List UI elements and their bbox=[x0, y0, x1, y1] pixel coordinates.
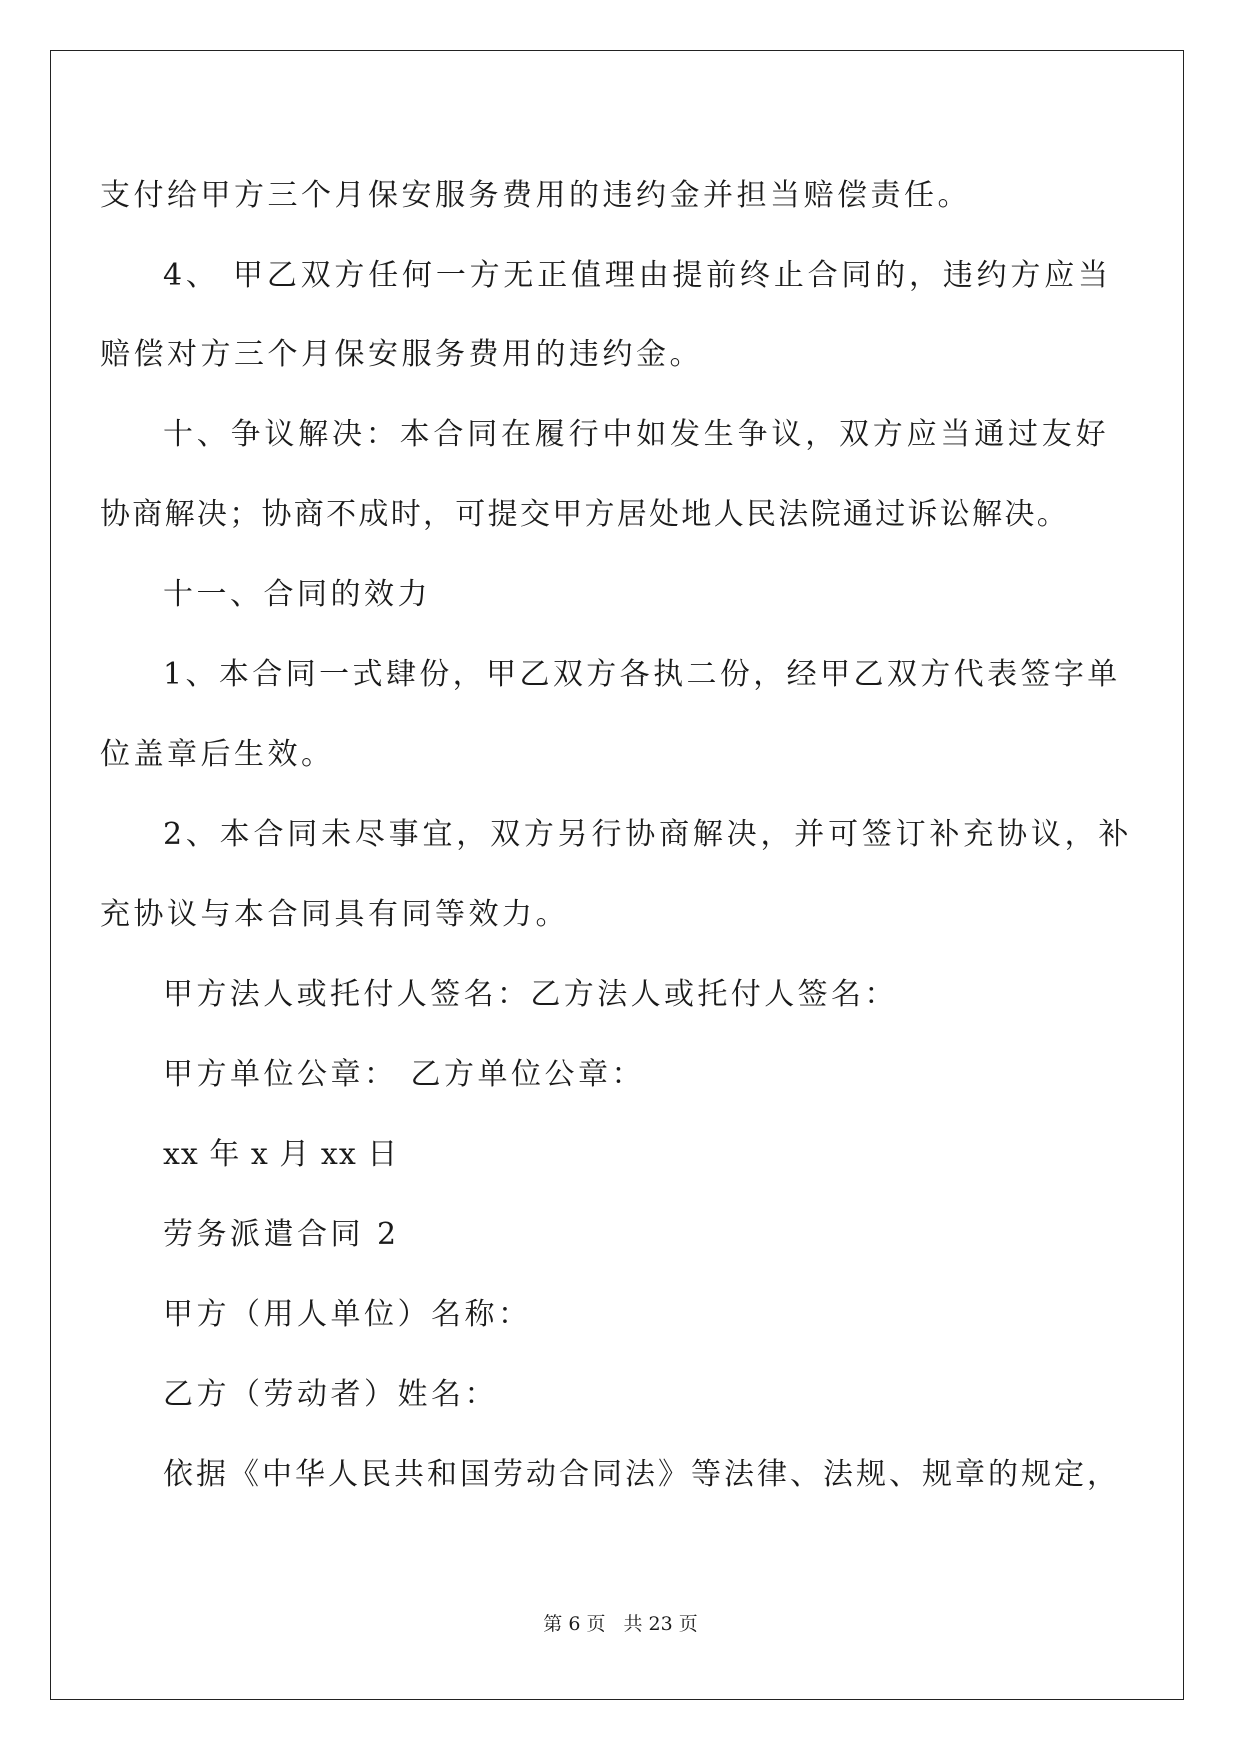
text-line: 4、 甲乙双方任何一方无正值理由提前终止合同的，违约方应当 bbox=[163, 258, 1112, 293]
text-line: 2、本合同未尽事宜，双方另行协商解决，并可签订补充协议，补 bbox=[163, 817, 1133, 852]
total-pages-label: 共 23 页 bbox=[623, 1613, 698, 1635]
current-page-label: 第 6 页 bbox=[543, 1613, 606, 1635]
text-line: 1、本合同一式肆份，甲乙双方各执二份，经甲乙双方代表签字单 bbox=[163, 657, 1121, 692]
signature-line: 甲方法人或托付人签名：乙方法人或托付人签名： bbox=[163, 977, 898, 1012]
party-a-line: 甲方（用人单位）名称： bbox=[163, 1297, 532, 1332]
text-line: 协商解决；协商不成时，可提交甲方居处地人民法院通过诉讼解决。 bbox=[100, 497, 1069, 532]
seal-line: 甲方单位公章： 乙方单位公章： bbox=[163, 1057, 646, 1092]
date-line: xx 年 x 月 xx 日 bbox=[163, 1137, 399, 1172]
section-heading: 十一、合同的效力 bbox=[163, 577, 431, 612]
text-line: 位盖章后生效。 bbox=[100, 737, 335, 772]
text-line: 充协议与本合同具有同等效力。 bbox=[100, 897, 569, 932]
text-line: 支付给甲方三个月保安服务费用的违约金并担当赔偿责任。 bbox=[100, 178, 971, 213]
page-border bbox=[50, 50, 1184, 1700]
document-title: 劳务派遣合同 2 bbox=[163, 1217, 400, 1252]
text-line: 赔偿对方三个月保安服务费用的违约金。 bbox=[100, 337, 703, 372]
party-b-line: 乙方（劳动者）姓名： bbox=[163, 1377, 498, 1412]
page-footer bbox=[0, 1612, 1241, 1636]
text-line: 依据《中华人民共和国劳动合同法》等法律、法规、规章的规定， bbox=[163, 1457, 1120, 1492]
text-line: 十、争议解决：本合同在履行中如发生争议，双方应当通过友好 bbox=[163, 417, 1110, 452]
